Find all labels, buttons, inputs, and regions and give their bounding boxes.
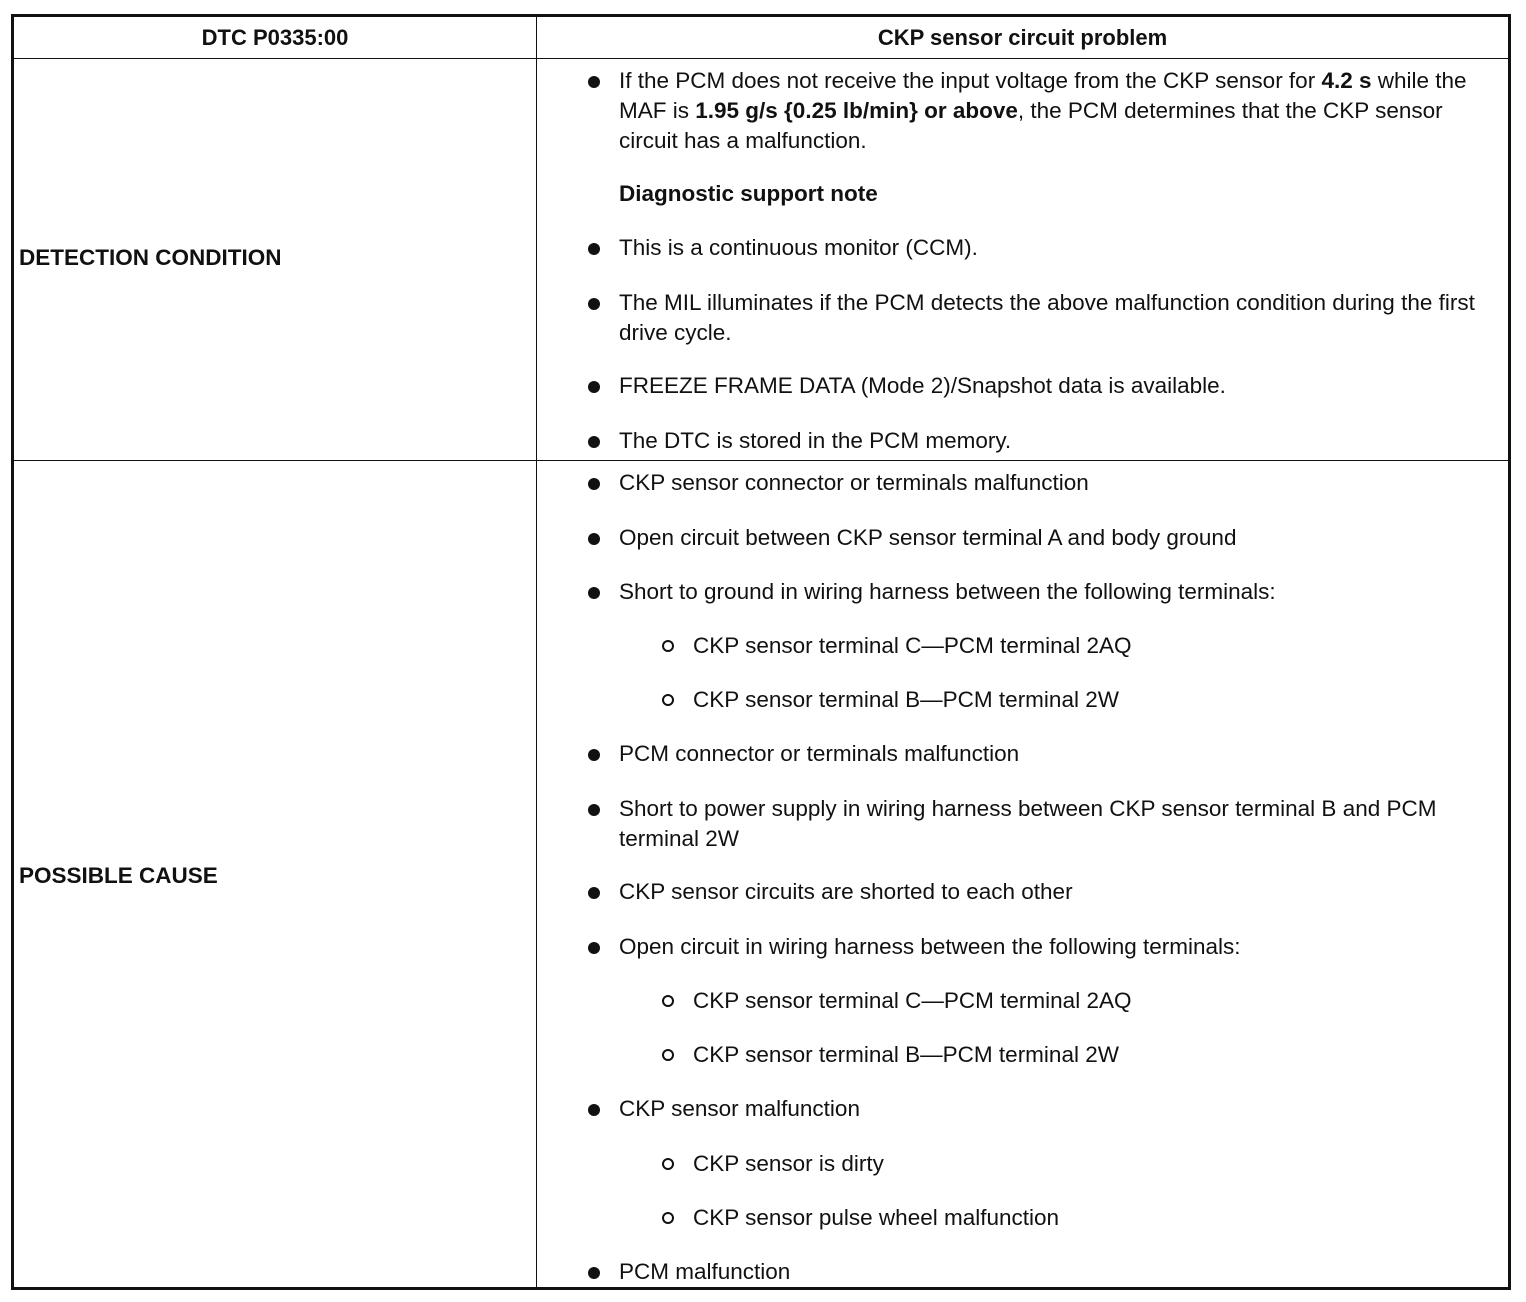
dtc-code-header: DTC P0335:00	[201, 25, 349, 50]
list-item	[619, 932, 1488, 962]
list-item	[619, 739, 1488, 769]
item-text: CKP sensor terminal C—PCM terminal 2AQ	[693, 633, 1132, 658]
sub-list-item	[693, 1203, 1488, 1233]
item-text: Open circuit between CKP sensor terminal A and body ground	[619, 525, 1237, 550]
list-item	[619, 577, 1488, 607]
list-item	[619, 1094, 1488, 1124]
item-text: PCM connector or terminals malfunction	[619, 741, 1020, 766]
item-bold-text: 1.95 g/s {0.25 lb/min} or above	[695, 98, 1018, 123]
detection-condition-content	[537, 59, 1508, 460]
hollow-bullet-icon	[662, 1158, 674, 1170]
bullet-icon	[588, 1104, 600, 1116]
bullet-icon	[588, 533, 600, 545]
bullet-icon	[588, 436, 600, 448]
possible-cause-label: POSSIBLE CAUSE	[19, 863, 218, 888]
item-text: Short to ground in wiring harness between the following terminals:	[619, 579, 1276, 604]
list-item	[619, 66, 1488, 156]
item-text: CKP sensor terminal B—PCM terminal 2W	[693, 1042, 1119, 1067]
possible-cause-content	[537, 461, 1508, 1287]
hollow-bullet-icon	[662, 1049, 674, 1061]
possible-cause-row	[14, 461, 1508, 1287]
list-item	[619, 1257, 1488, 1287]
item-text: If the PCM does not receive the input voltage from the CKP sensor for	[619, 68, 1322, 93]
hollow-bullet-icon	[662, 995, 674, 1007]
bullet-icon	[588, 587, 600, 599]
bullet-icon	[588, 478, 600, 490]
item-text: Short to power supply in wiring harness between CKP sensor terminal B and PCM terminal 2W	[619, 796, 1437, 851]
hollow-bullet-icon	[662, 1212, 674, 1224]
item-text: CKP sensor is dirty	[693, 1151, 884, 1176]
item-text: FREEZE FRAME DATA (Mode 2)/Snapshot data is available.	[619, 373, 1226, 398]
list-item	[619, 468, 1488, 498]
bullet-icon	[588, 804, 600, 816]
item-text: Open circuit in wiring harness between the following terminals:	[619, 934, 1241, 959]
list-item	[619, 288, 1488, 348]
item-text: PCM malfunction	[619, 1259, 791, 1284]
detection-condition-row	[14, 59, 1508, 461]
sub-list-item	[693, 1040, 1488, 1070]
list-item	[619, 877, 1488, 907]
item-text: The MIL illuminates if the PCM detects the above malfunction condition during the first drive cycle.	[619, 290, 1475, 345]
list-item	[619, 794, 1488, 854]
dtc-description-header: CKP sensor circuit problem	[877, 25, 1168, 50]
item-text: CKP sensor terminal C—PCM terminal 2AQ	[693, 988, 1132, 1013]
sub-list-item	[693, 685, 1488, 715]
dtc-table	[11, 14, 1511, 1290]
sub-list-item	[693, 1149, 1488, 1179]
bullet-icon	[588, 887, 600, 899]
hollow-bullet-icon	[662, 640, 674, 652]
bullet-icon	[588, 381, 600, 393]
item-bold-text: 4.2 s	[1321, 68, 1372, 93]
table-header-row	[14, 17, 1508, 59]
hollow-bullet-icon	[662, 694, 674, 706]
item-text: This is a continuous monitor (CCM).	[619, 235, 978, 260]
list-item	[619, 371, 1488, 401]
bullet-icon	[588, 749, 600, 761]
item-text: CKP sensor pulse wheel malfunction	[693, 1205, 1060, 1230]
list-item	[619, 426, 1488, 456]
sub-list-item	[693, 986, 1488, 1016]
item-text: while the MAF is	[619, 68, 1467, 123]
item-text: CKP sensor malfunction	[619, 1096, 860, 1121]
bullet-icon	[588, 76, 600, 88]
bullet-icon	[588, 942, 600, 954]
bullet-icon	[588, 298, 600, 310]
item-text: CKP sensor terminal B—PCM terminal 2W	[693, 687, 1119, 712]
bullet-icon	[588, 1267, 600, 1279]
list-item	[619, 233, 1488, 263]
item-text: CKP sensor connector or terminals malfunction	[619, 470, 1089, 495]
detection-condition-label: DETECTION CONDITION	[19, 245, 282, 270]
list-item	[619, 523, 1488, 553]
item-text: CKP sensor circuits are shorted to each other	[619, 879, 1073, 904]
bullet-icon	[588, 243, 600, 255]
diagnostic-support-note-heading: Diagnostic support note	[619, 181, 878, 206]
item-text: The DTC is stored in the PCM memory.	[619, 428, 1012, 453]
sub-list-item	[693, 631, 1488, 661]
item-text: , the PCM determines that the CKP sensor circuit has a malfunction.	[619, 98, 1443, 153]
